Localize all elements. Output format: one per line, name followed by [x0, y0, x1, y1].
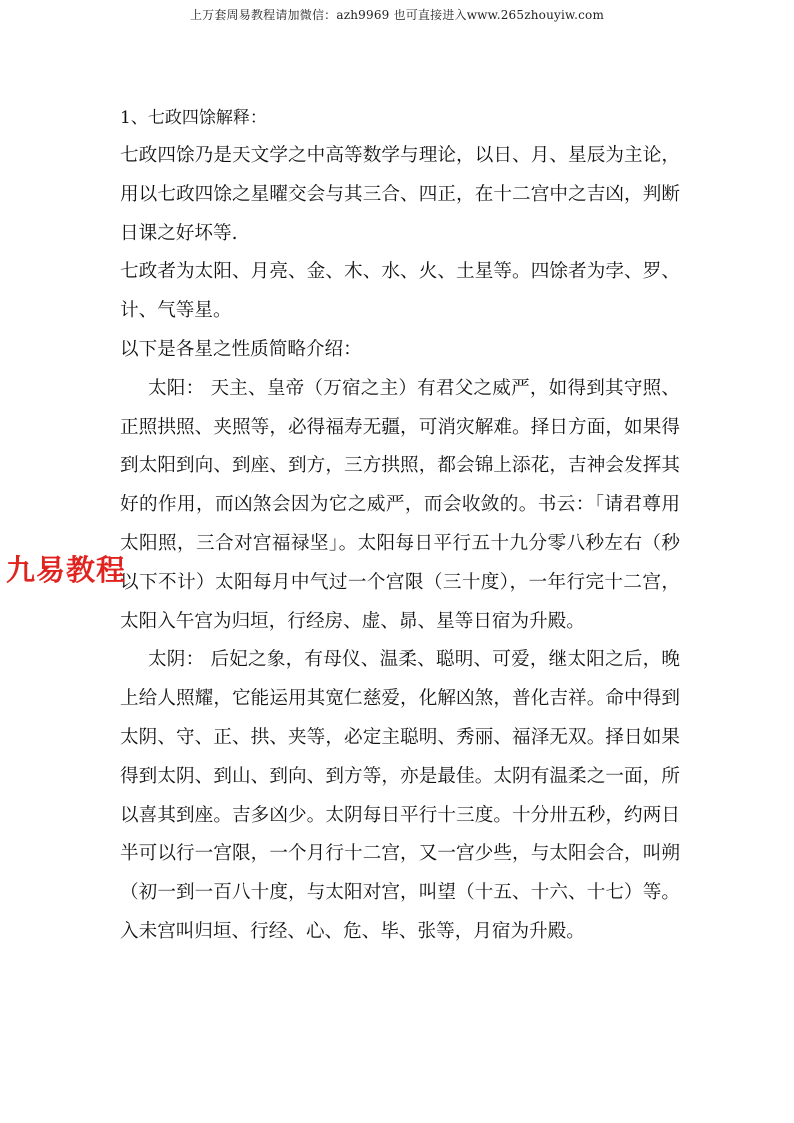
moon-paragraph: 太阴： 后妃之象，有母仪、温柔、聪明、可爱，继太阳之后，晚上给人照耀，它能运用其宽仁慈爱，化解凶煞，普化吉祥。命中得到太阴、守、正、拱、夹等，必定主聪明、秀丽、福泽无双。择日如果得到太阴、到山、到向、到方等，亦是最佳。太阴有温柔之一面，所以喜其到座。吉多凶少。太阴每日平行十三度。十分卅五秒，约两日半可以行一宫限，一个月行十二宫，又一宫少些，与太阳会合，叫朔（初一到一百八十度，与太阳对宫，叫望（十五、十六、十七）等。入未宫叫归垣、行经、心、危、毕、张等，月宿为升殿。 [120, 649, 680, 942]
document-body [120, 100, 680, 952]
intro-paragraph: 七政四馀乃是天文学之中高等数学与理论，以日、月、星辰为主论，用以七政四馀之星曜交会与其三合、四正，在十二宫中之吉凶，判断日课之好坏等. [120, 145, 680, 244]
definition-paragraph: 七政者为太阳、月亮、金、木、水、火、土星等。四馀者为孛、罗、计、气等星。 [120, 261, 680, 322]
lead-paragraph: 以下是各星之性质简略介绍： [120, 338, 362, 360]
page-header: 上万套周易教程请加微信：azh9969 也可直接进入www.265zhouyiw.com [189, 8, 605, 22]
sun-paragraph: 太阳： 天主、皇帝（万宿之主）有君父之威严，如得到其守照、正照拱照、夹照等，必得福寿无疆，可消灾解难。择日方面，如果得到太阳到向、到座、到方，三方拱照，都会锦上添花，吉神会发挥其好的作用，而凶煞会因为它之威严，而会收敛的。书云：「请君尊用太阳照，三合对宫福禄坚」。太阳每日平行五十九分零八秒左右（秒以下不计）太阳每月中气过一个宫限（三十度），一年行完十二宫，太阳入午宫为归垣，行经房、虚、昴、星等日宿为升殿。 [120, 377, 680, 632]
section-title: 1、七政四馀解释： [120, 108, 267, 128]
watermark-logo: 九易教程 [6, 553, 127, 587]
